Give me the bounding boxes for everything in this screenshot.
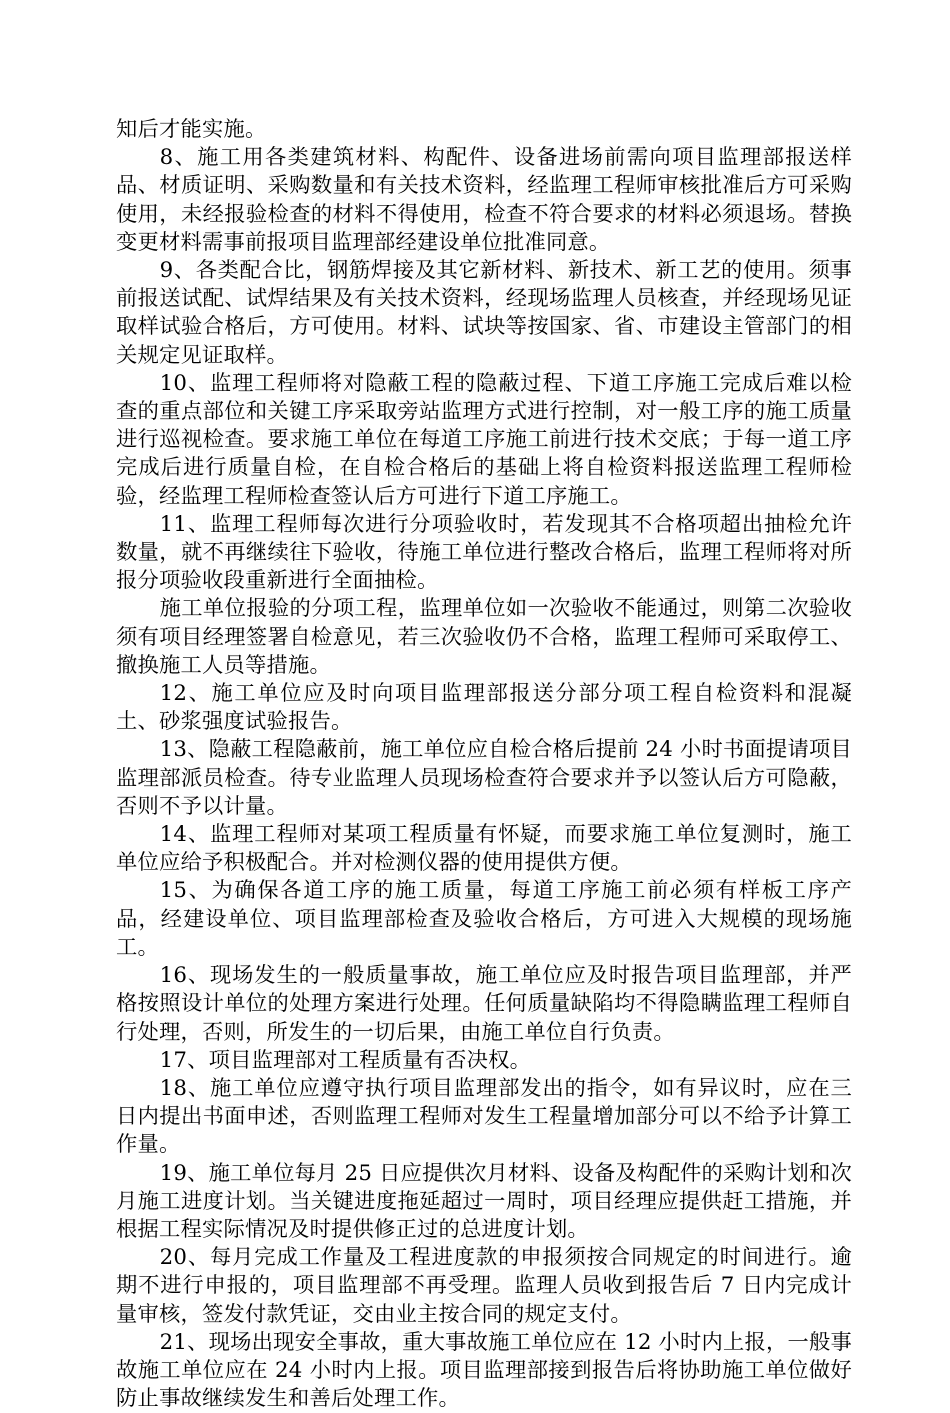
paragraph-continuation: 知后才能实施。	[116, 117, 267, 142]
paragraph-item-15: 15、为确保各道工序的施工质量，每道工序施工前必须有样板工序产品，经建设单位、项目监理部检查及验收合格后，方可进入大规模的现场施工。	[116, 878, 852, 960]
paragraph-item-21: 21、现场出现安全事故，重大事故施工单位应在 12 小时内上报，一般事故施工单位应在 24 小时内上报。项目监理部接到报告后将协助施工单位做好防止事故继续发生和善后处理工作。	[116, 1329, 853, 1412]
paragraph-item-14: 14、监理工程师对某项工程质量有怀疑，而要求施工单位复测时，施工单位应给予积极配合。并对检测仪器的使用提供方便。	[116, 822, 852, 876]
paragraph-item-18: 18、施工单位应遵守执行项目监理部发出的指令，如有异议时，应在三日内提出书面申述，否则监理工程师对发生工程量增加部分可以不给予计算工作量。	[116, 1075, 852, 1158]
paragraph-item-10: 10、监理工程师将对隐蔽工程的隐蔽过程、下道工序施工完成后难以检查的重点部位和关键工序采取旁站监理方式进行控制，对一般工序的施工质量进行巡视检查。要求施工单位在每道工序施工前进行技术交底；于每一道工序完成后进行质量自检，在自检合格后的基础上将自检资料报送监理工程师检验，经监理工程师检查签认后方可进行下道工序施工。	[116, 370, 852, 509]
paragraph-item-11: 11、监理工程师每次进行分项验收时，若发现其不合格项超出抽检允许数量，就不再继续往下验收，待施工单位进行整改合格后，监理工程师将对所报分项验收段重新进行全面抽检。	[116, 511, 852, 594]
paragraph-item-20: 20、每月完成工作量及工程进度款的申报须按合同规定的时间进行。逾期不进行申报的，项目监理部不再受理。监理人员收到报告后 7 日内完成计量审核，签发付款凭证，交由业主按合同的规定支付。	[116, 1245, 852, 1327]
paragraph-item-9: 9、各类配合比，钢筋焊接及其它新材料、新技术、新工艺的使用。须事前报送试配、试焊结果及有关技术资料，经现场监理人员核查，并经现场见证取样试验合格后，方可使用。材料、试块等按国家、省、市建设主管部门的相关规定见证取样。	[116, 258, 852, 368]
paragraph-item-11-note: 施工单位报验的分项工程，监理单位如一次验收不能通过，则第二次验收须有项目经理签署自检意见，若三次验收仍不合格，监理工程师可采取停工、撤换施工人员等措施。	[116, 596, 852, 678]
paragraph-item-19: 19、施工单位每月 25 日应提供次月材料、设备及构配件的采购计划和次月施工进度计划。当关键进度拖延超过一周时，项目经理应提供赶工措施，并根据工程实际情况及时提供修正过的总进度计划。	[116, 1160, 853, 1242]
paragraph-item-17: 17、项目监理部对工程质量有否决权。	[159, 1047, 532, 1073]
paragraph-item-13: 13、隐蔽工程隐蔽前，施工单位应自检合格后提前 24 小时书面提请项目监理部派员检查。待专业监理人员现场检查符合要求并予以签认后方可隐蔽，否则不予以计量。	[116, 737, 853, 819]
document-page	[116, 116, 852, 1413]
paragraph-item-12: 12、施工单位应及时向项目监理部报送分部分项工程自检资料和混凝土、砂浆强度试验报告。	[116, 681, 852, 735]
paragraph-item-8: 8、施工用各类建筑材料、构配件、设备进场前需向项目监理部报送样品、材质证明、采购数量和有关技术资料，经监理工程师审核批准后方可采购使用，未经报验检查的材料不得使用，检查不符合要求的材料必须退场。替换变更材料需事前报项目监理部经建设单位批准同意。	[116, 145, 852, 255]
paragraph-item-16: 16、现场发生的一般质量事故，施工单位应及时报告项目监理部，并严格按照设计单位的处理方案进行处理。任何质量缺陷均不得隐瞒监理工程师自行处理，否则，所发生的一切后果，由施工单位自行负责。	[116, 963, 852, 1045]
